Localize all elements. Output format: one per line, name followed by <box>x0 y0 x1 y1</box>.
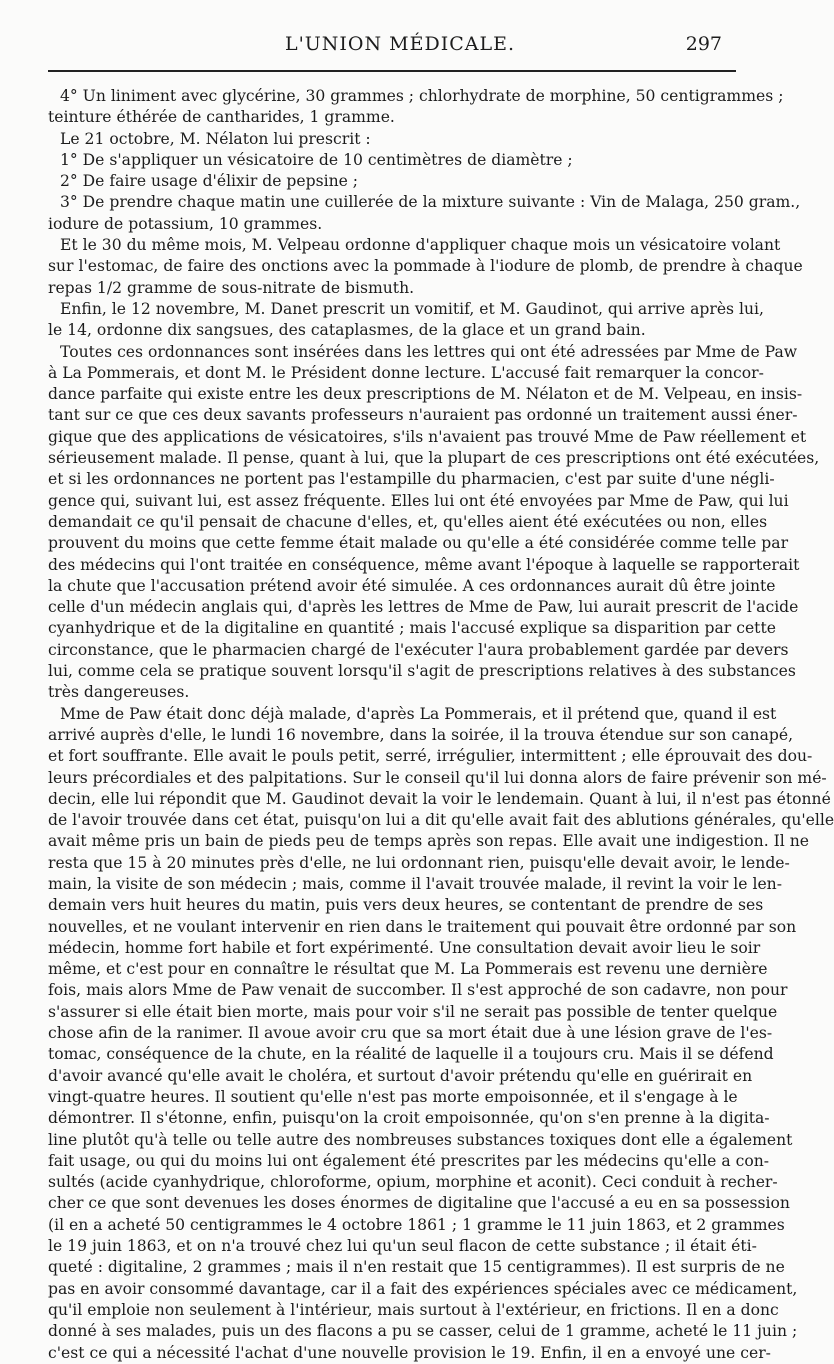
text-line: donné à ses malades, puis un des flacons a pu se casser, celui de 1 gramme, acheté le 11 juin ; <box>48 1322 798 1341</box>
text-line: c'est ce qui a nécessité l'achat d'une nouvelle provision le 19. Enfin, il en a envoyé une cer- <box>48 1343 771 1362</box>
text-line: d'avoir avancé qu'elle avait le choléra, et surtout d'avoir prétendu qu'elle en guérirait en <box>48 1066 753 1085</box>
header-rule <box>48 70 736 72</box>
text-line: resta que 15 à 20 minutes près d'elle, ne lui ordonnant rien, puisqu'elle devait avoir, le lende- <box>48 853 790 872</box>
text-line: très dangereuses. <box>48 683 190 702</box>
text-line: fois, mais alors Mme de Paw venait de succomber. Il s'est approché de son cadavre, non pour <box>48 981 788 1000</box>
text-line: tomac, conséquence de la chute, en la réalité de laquelle il a toujours cru. Mais il se défend <box>48 1045 774 1064</box>
text-line: queté : digitaline, 2 grammes ; mais il n'en restait que 15 centigrammes). Il est surpris de ne <box>48 1258 785 1277</box>
text-line: celle d'un médecin anglais qui, d'après les lettres de Mme de Paw, lui aurait prescrit de l'acide <box>48 598 799 617</box>
text-line: avait même pris un bain de pieds peu de temps après son repas. Elle avait une indigestion. Il ne <box>48 832 810 851</box>
text-line: lui, comme cela se pratique souvent lorsqu'il s'agit de prescriptions relatives à des substances <box>48 662 796 681</box>
text-line: le 19 juin 1863, et on n'a trouvé chez lui qu'un seul flacon de cette substance ; il était éti- <box>48 1237 757 1256</box>
text-line: la chute que l'accusation prétend avoir été simulée. A ces ordonnances aurait dû être jointe <box>48 576 776 595</box>
text-line: sultés (acide cyanhydrique, chloroforme, opium, morphine et aconit). Ceci conduit à recher- <box>48 1173 778 1192</box>
page-number: 297 <box>685 33 722 55</box>
text-line: chose afin de la ranimer. Il avoue avoir cru que sa mort était due à une lésion grave de l'es- <box>48 1024 773 1043</box>
text-line: iodure de potassium, 10 grammes. <box>48 214 323 233</box>
text-line: sur l'estomac, de faire des onctions avec la pommade à l'iodure de plomb, de prendre à chaque <box>48 257 803 276</box>
text-line: le 14, ordonne dix sangsues, des cataplasmes, de la glace et un grand bain. <box>48 321 646 340</box>
running-title: L'UNION MÉDICALE. <box>284 33 516 55</box>
text-line: démontrer. Il s'étonne, enfin, puisqu'on la croit empoisonnée, qu'on s'en prenne à la digita- <box>48 1109 770 1128</box>
text-line: 4° Un liniment avec glycérine, 30 grammes ; chlorhydrate de morphine, 50 centigrammes ; <box>60 87 784 105</box>
text-line: tant sur ce que ces deux savants professeurs n'auraient pas ordonné un traitement aussi éner- <box>48 406 798 425</box>
text-line: arrivé auprès d'elle, le lundi 16 novembre, dans la soirée, il la trouva étendue sur son canapé, <box>48 725 794 744</box>
text-line: Et le 30 du même mois, M. Velpeau ordonne d'appliquer chaque mois un vésicatoire volant <box>60 236 781 255</box>
text-line: nouvelles, et ne voulant intervenir en rien dans le traitement qui pouvait être ordonné par son <box>48 917 797 936</box>
text-line: repas 1/2 gramme de sous-nitrate de bismuth. <box>48 278 415 297</box>
text-line: 2° De faire usage d'élixir de pepsine ; <box>60 172 359 191</box>
text-line: vingt-quatre heures. Il soutient qu'elle n'est pas morte empoisonnée, et il s'engage à le <box>48 1087 738 1106</box>
text-line: Toutes ces ordonnances sont insérées dans les lettres qui ont été adressées par Mme de Paw <box>60 342 798 361</box>
text-line: et fort souffrante. Elle avait le pouls petit, serré, irrégulier, intermittent ; elle éprouvait des dou- <box>48 747 813 766</box>
text-line: (il en a acheté 50 centigrammes le 4 octobre 1861 ; 1 gramme le 11 juin 1863, et 2 grammes <box>48 1215 785 1234</box>
text-line: des médecins qui l'ont traitée en conséquence, même avant l'époque à laquelle se rapporterait <box>48 555 800 574</box>
text-line: teinture éthérée de cantharides, 1 gramme. <box>48 108 395 127</box>
text-line: et si les ordonnances ne portent pas l'estampille du pharmacien, c'est par suite d'une négli- <box>48 470 775 489</box>
text-line: s'assurer si elle était bien morte, mais pour voir s'il ne serait pas possible de tenter quelque <box>48 1002 778 1021</box>
text-line: gence qui, suivant lui, est assez fréquente. Elles lui ont été envoyées par Mme de Paw, qui lui <box>48 491 789 510</box>
text-line: 1° De s'appliquer un vésicatoire de 10 centimètres de diamètre ; <box>60 150 573 169</box>
body-text <box>48 86 834 1364</box>
text-line: prouvent du moins que cette femme était malade ou qu'elle a été considérée comme telle par <box>48 534 789 553</box>
text-line: main, la visite de son médecin ; mais, comme il l'avait trouvée malade, il revint la voir le len- <box>48 874 782 893</box>
text-line: demandait ce qu'il pensait de chacune d'elles, et, qu'elles aient été exécutées ou non, elles <box>48 512 768 531</box>
text-line: pas en avoir consommé davantage, car il a fait des expériences spéciales avec ce médicament, <box>48 1279 798 1298</box>
text-line: Enfin, le 12 novembre, M. Danet prescrit un vomitif, et M. Gaudinot, qui arrive après lui, <box>60 299 764 318</box>
text-line: cyanhydrique et de la digitaline en quantité ; mais l'accusé explique sa disparition par cette <box>48 619 776 638</box>
text-line: à La Pommerais, et dont M. le Président donne lecture. L'accusé fait remarquer la concor- <box>48 363 764 382</box>
text-line: dance parfaite qui existe entre les deux prescriptions de M. Nélaton et de M. Velpeau, en insis- <box>48 385 803 404</box>
text-line: leurs précordiales et des palpitations. Sur le conseil qu'il lui donna alors de faire prévenir son mé- <box>48 768 827 787</box>
text-line: Le 21 octobre, M. Nélaton lui prescrit : <box>60 129 371 148</box>
text-line: médecin, homme fort habile et fort expérimenté. Une consultation devait avoir lieu le soir <box>48 938 761 957</box>
text-line: de l'avoir trouvée dans cet état, puisqu'on lui a dit qu'elle avait fait des ablutions générales, qu'elle <box>48 811 834 830</box>
text-line: gique que des applications de vésicatoires, s'ils n'avaient pas trouvé Mme de Paw réellement et <box>48 427 807 446</box>
text-line: Mme de Paw était donc déjà malade, d'après La Pommerais, et il prétend que, quand il est <box>60 704 777 723</box>
text-line: même, et c'est pour en connaître le résultat que M. La Pommerais est revenu une dernière <box>48 960 768 979</box>
text-line: sérieusement malade. Il pense, quant à lui, que la plupart de ces prescriptions ont été exécutées, <box>48 449 820 468</box>
text-line: demain vers huit heures du matin, puis vers deux heures, se contentant de prendre de ses <box>48 896 764 915</box>
text-line: fait usage, ou qui du moins lui ont également été prescrites par les médecins qu'elle a con- <box>48 1151 770 1170</box>
text-line: line plutôt qu'à telle ou telle autre des nombreuses substances toxiques dont elle a également <box>48 1130 793 1149</box>
text-line: circonstance, que le pharmacien chargé de l'exécuter l'aura probablement gardée par devers <box>48 640 789 659</box>
text-line: cher ce que sont devenues les doses énormes de digitaline que l'accusé a eu en sa possession <box>48 1194 790 1213</box>
text-line: decin, elle lui répondit que M. Gaudinot devait la voir le lendemain. Quant à lui, il n'est pas étonné <box>48 789 831 808</box>
text-line: 3° De prendre chaque matin une cuillerée de la mixture suivante : Vin de Malaga, 250 gram., <box>60 193 801 212</box>
text-line: qu'il emploie non seulement à l'intérieur, mais surtout à l'extérieur, en frictions. Il en a donc <box>48 1300 779 1319</box>
